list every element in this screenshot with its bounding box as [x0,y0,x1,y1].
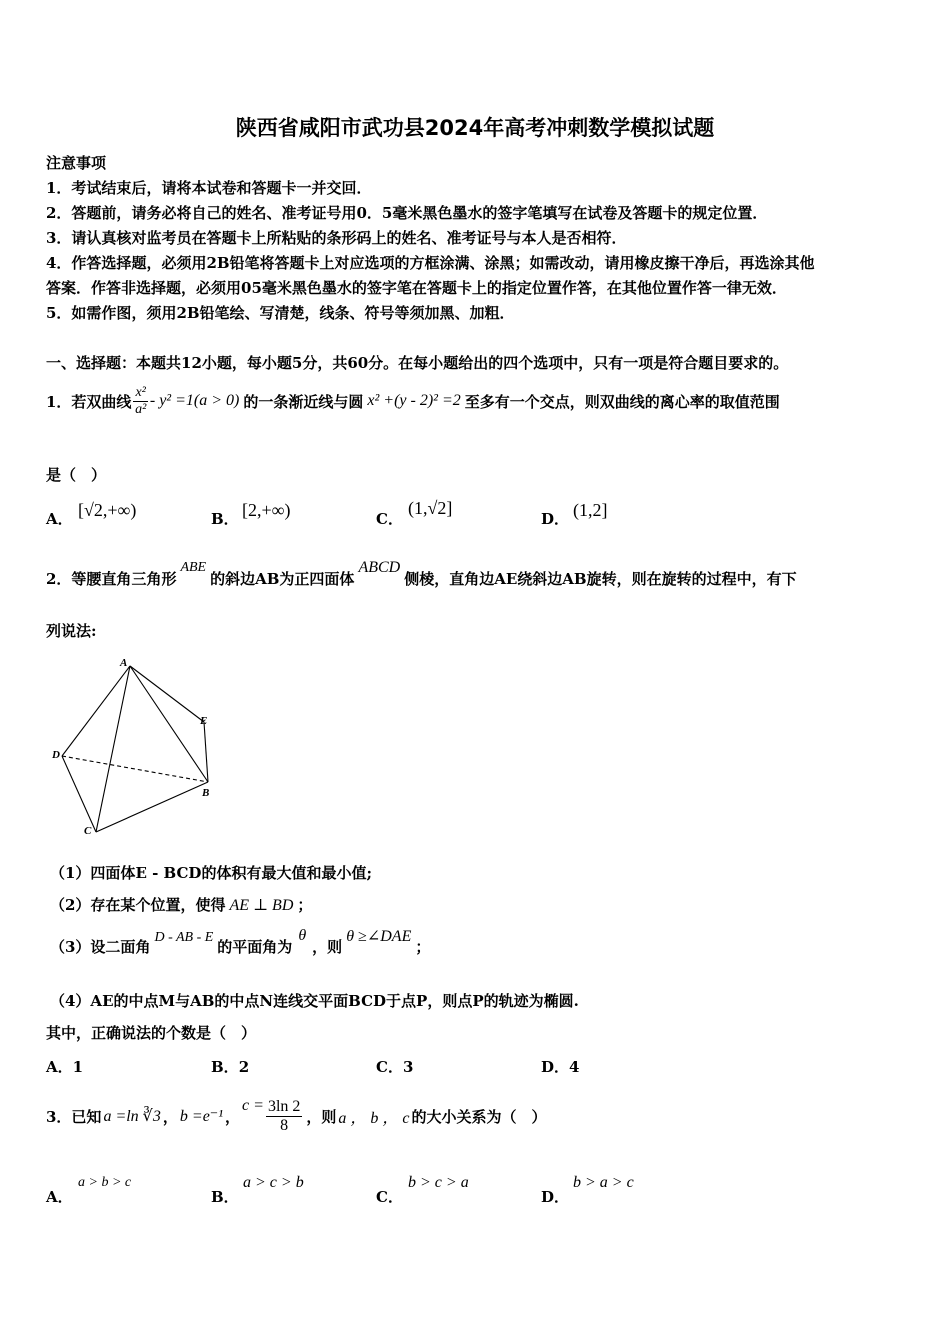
notice-item: 3．请认真核对监考员在答题卡上所粘贴的条形码上的姓名、准考证号与本人是否相符． [46,229,627,247]
option-a[interactable]: A．1 [46,1058,84,1076]
q2-statement-3: （3）设二面角 D - AB - E 的平面角为 θ ，则 θ ≥∠DAE ； [50,927,431,956]
q1-circle: x² +(y - 2)² =2 [367,392,461,409]
option-b[interactable]: B．2 [211,1058,250,1076]
notice-item: 1．考试结束后，请将本试卷和答题卡一并交回． [46,179,372,197]
option-a-value: a > b > c [78,1175,132,1190]
q2-abe: ABE [180,560,207,575]
edge-cb [96,782,208,832]
label-b: B [202,787,210,799]
option-c[interactable]: C．3 [376,1058,414,1076]
edge-ad [62,666,130,756]
q1-options [46,498,926,536]
label-d: D [52,749,60,761]
question-3: 3．已知 a =ln ∛3 ， b =e⁻¹ ， c = $\frac{3\ln 2}{8}$ ，则 a ， b ， c 的大小关系为（ ） [46,1097,547,1134]
notice-item: 答案．作答非选择题，必须用05毫米黑色墨水的签字笔在答题卡上的指定位置作答，在其他位置作答一律无效． [46,279,787,297]
q1-line2: 是（ ） [46,466,107,484]
option-d-value: (1,2] [573,500,608,520]
option-a-value: [√2,+∞) [78,500,137,520]
q1-tail: 至多有一个交点，则双曲线的离心率的取值范围 [464,392,780,411]
option-a[interactable]: A． [46,510,73,528]
notice-item: 4．作答选择题，必须用2B铅笔将答题卡上对应选项的方框涂满、涂黑；如需改动，请用橡皮擦干净后，再选涂其他 [46,254,815,272]
notice-item: 2．答题前，请务必将自己的姓名、准考证号用0．5毫米黑色墨水的签字笔填写在试卷及答题卡的规定位置． [46,204,768,222]
page-title: 陕西省咸阳市武功县2024年高考冲刺数学模拟试题 [235,116,715,140]
question-2 [46,556,797,600]
option-d[interactable]: D． [541,510,570,528]
edge-dc [62,756,96,832]
q1-equation: - y² =1(a > 0) [149,392,240,409]
question-1 [46,376,780,426]
edge-eb [204,722,208,782]
option-c-value: (1,√2] [408,498,453,518]
edge-ae [130,666,204,722]
option-b[interactable]: B． [211,1188,239,1206]
q2-options [46,1056,926,1080]
q2-abcd: ABCD [358,559,401,576]
q3-c-fraction: $\frac{3\ln 2}{8}$ [267,1097,301,1134]
option-d[interactable]: D．4 [541,1058,580,1076]
option-b[interactable]: B． [211,510,239,528]
q2-lead: 2．等腰直角三角形 [46,569,177,588]
edge-ac [96,666,130,832]
q1-fraction: $\frac{\text{x²}}{\text{a²}}$ [135,384,147,417]
q2-statement-4: （4）AE的中点M与AB的中点N连线交平面BCD于点P，则点P的轨迹为椭圆. [50,992,579,1010]
q1-mid: 的一条渐近线与圆 [243,392,364,411]
q2-statement-1: （1）四面体E - BCD的体积有最大值和最小值; [50,864,372,882]
option-c[interactable]: C． [376,510,403,528]
q2-mid: 的斜边AB为正四面体 [210,569,355,588]
option-b-value: a > c > b [243,1174,304,1191]
option-a[interactable]: A． [46,1188,73,1206]
edge-ab [130,666,208,782]
label-e: E [200,715,208,727]
q2-statement-2: （2）存在某个位置，使得 AE ⊥ BD ； [50,896,313,914]
option-c-value: b > c > a [408,1174,469,1191]
q3-options [46,1176,926,1210]
edge-db-hidden [62,756,208,782]
q2-ask: 其中，正确说法的个数是（ ） [46,1024,257,1042]
q2-line2: 列说法: [46,622,97,640]
tetrahedron-figure [44,652,224,844]
option-c[interactable]: C． [376,1188,403,1206]
notice-item: 5．如需作图，须用2B铅笔绘、写清楚，线条、符号等须加黑、加粗． [46,304,515,322]
option-b-value: [2,+∞) [242,500,291,520]
section-heading: 一、选择题：本题共12小题，每小题5分，共60分。在每小题给出的四个选项中，只有一项是符合题目要求的。 [46,354,789,372]
option-d[interactable]: D． [541,1188,570,1206]
q1-lead: 1．若双曲线 [46,392,132,411]
label-c: C [84,825,92,837]
label-a: A [120,657,128,669]
notice-heading: 注意事项 [46,154,107,172]
q2-tail: 侧棱，直角边AE绕斜边AB旋转，则在旋转的过程中，有下 [404,569,797,588]
option-d-value: b > a > c [573,1174,634,1191]
